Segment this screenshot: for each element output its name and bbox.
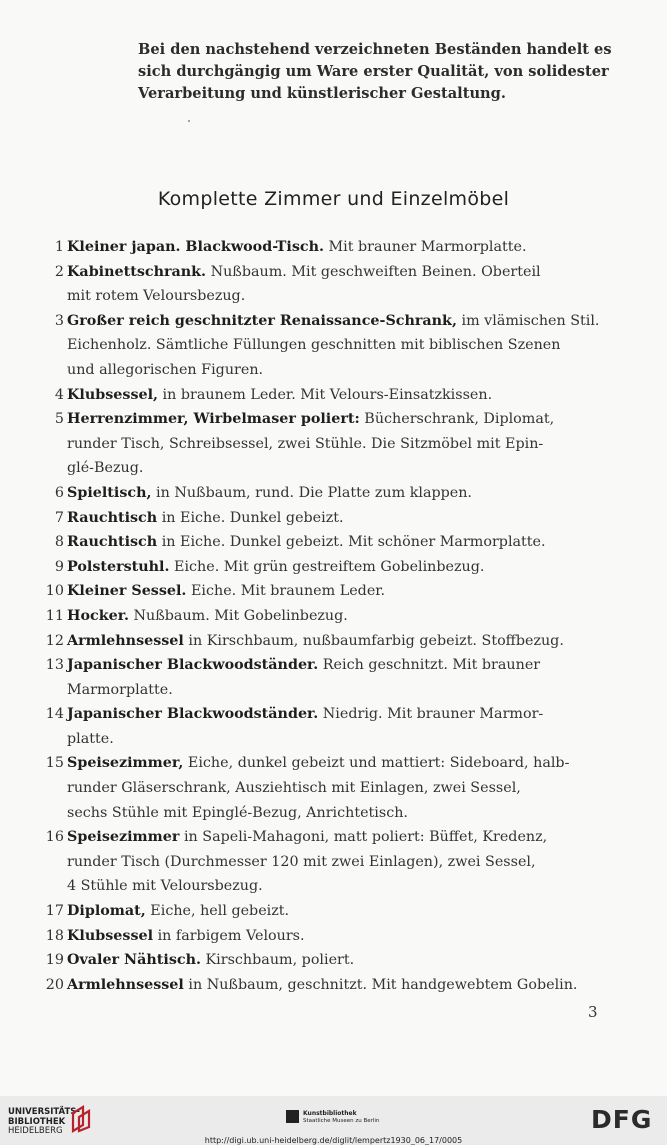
entry-line [67, 948, 600, 973]
catalog-entry [30, 309, 600, 383]
entry-title: Speisezimmer, [67, 755, 184, 772]
intro-line: Verarbeitung und künstlerischer Gestaltung. [138, 85, 506, 102]
catalog-entry [30, 899, 600, 924]
entry-description: im vlämischen Stil. [456, 312, 600, 329]
intro-paragraph [138, 39, 612, 105]
entry-title: Herrenzimmer, Wirbelmaser poliert: [67, 411, 360, 428]
entry-description: Eiche. Mit grün gestreiftem Gobelinbezug. [169, 558, 485, 575]
speck [188, 120, 190, 122]
page-number: 3 [588, 1003, 598, 1021]
entry-description: in Nußbaum, rund. Die Platte zum klappen. [151, 484, 472, 501]
entry-title: Armlehnsessel [67, 976, 184, 993]
entry-line [67, 506, 600, 531]
entry-description: Eiche, hell gebeizt. [145, 903, 290, 920]
entry-line [67, 924, 600, 949]
entry-description: glé-Bezug. [67, 460, 144, 477]
entry-description: runder Gläserschrank, Ausziehtisch mit Einlagen, zwei Sessel, [67, 780, 521, 797]
entry-description: Eichenholz. Sämtliche Füllungen geschnitten mit biblischen Szenen [67, 337, 561, 354]
entry-line [67, 604, 600, 629]
uni-logo-line: HEIDELBERG [8, 1126, 63, 1136]
entry-number: 20 [45, 976, 64, 993]
entry-description: Eiche. Mit braunem Leder. [186, 583, 386, 600]
entry-description: in Sapeli-Mahagoni, matt poliert: Büffet, Kredenz, [179, 829, 548, 846]
dfg-logo[interactable]: DFG [591, 1105, 653, 1134]
entry-title: Klubsessel, [67, 386, 158, 403]
intro-line: Bei den nachstehend verzeichneten Beständen handelt es [138, 41, 612, 58]
entry-line [67, 727, 600, 752]
entry-line [67, 235, 600, 260]
entry-line [67, 456, 600, 481]
catalog-entry [30, 604, 600, 629]
entry-description: in Nußbaum, geschnitzt. Mit handgewebtem Gobelin. [183, 976, 578, 993]
entry-description: Reich geschnitzt. Mit brauner [318, 657, 541, 674]
entry-description: Eiche, dunkel gebeizt und mattiert: Sideboard, halb- [183, 755, 570, 772]
entry-title: Japanischer Blackwoodständer. [67, 706, 319, 723]
entry-title: Armlehnsessel [67, 632, 184, 649]
entry-line [67, 309, 600, 334]
entry-number: 3 [54, 312, 64, 329]
entry-title: Großer reich geschnitzter Renaissance-Schrank, [67, 312, 457, 329]
entry-title: Ovaler Nähtisch. [67, 952, 201, 969]
entry-description: runder Tisch, Schreibsessel, zwei Stühle. Die Sitzmöbel mit Epin- [67, 435, 544, 452]
entry-line [67, 579, 600, 604]
entry-line [67, 899, 600, 924]
entry-number: 8 [54, 534, 64, 551]
entry-title: Klubsessel [67, 927, 154, 944]
entry-line [67, 407, 600, 432]
entry-title: Speisezimmer [67, 829, 180, 846]
entry-title: Kleiner japan. Blackwood-Tisch. [67, 239, 324, 255]
catalog-entry [30, 948, 600, 973]
catalog-entry [30, 481, 600, 506]
entry-description: in farbigem Velours. [153, 927, 305, 944]
catalog-entry [30, 260, 600, 309]
kb-subtitle: Staatliche Museen zu Berlin [303, 1118, 380, 1124]
entry-number: 11 [45, 607, 64, 624]
entry-description: 4 Stühle mit Veloursbezug. [67, 878, 263, 895]
intro-line: sich durchgängig um Ware erster Qualität, von solidester [138, 63, 609, 80]
entry-number: 13 [45, 657, 64, 674]
entry-number: 12 [45, 632, 64, 649]
catalog-entry [30, 973, 600, 998]
uni-emblem-icon [70, 1105, 92, 1133]
uni-logo-line: UNIVERSITÄTS- [8, 1107, 80, 1117]
catalog-entry [30, 825, 600, 899]
entry-title: Diplomat, [67, 903, 146, 920]
entry-line [67, 432, 600, 457]
entry-line [67, 530, 600, 555]
kunstbibliothek-mark-icon [286, 1110, 299, 1123]
entry-title: Kleiner Sessel. [67, 583, 187, 600]
entry-title: Kabinettschrank. [67, 263, 207, 280]
catalog-entry [30, 506, 600, 531]
entry-title: Japanischer Blackwoodständer. [67, 657, 319, 674]
catalog-entry [30, 383, 600, 408]
entry-line [67, 333, 600, 358]
entry-number: 7 [54, 509, 64, 526]
entry-number: 5 [54, 411, 64, 428]
catalog-entry [30, 530, 600, 555]
entry-number: 4 [54, 386, 64, 403]
entry-description: in Eiche. Dunkel gebeizt. [157, 509, 344, 526]
catalog-entry [30, 629, 600, 654]
catalog-entry [30, 924, 600, 949]
entry-description: in Kirschbaum, nußbaumfarbig gebeizt. Stoffbezug. [183, 632, 564, 649]
kb-title: Kunstbibliothek [303, 1110, 357, 1117]
entry-description: in braunem Leder. Mit Velours-Einsatzkissen. [158, 386, 493, 403]
catalog-entry [30, 235, 600, 260]
entry-description: sechs Stühle mit Epinglé-Bezug, Anrichtetisch. [67, 804, 408, 821]
catalog-entry [30, 407, 600, 481]
uni-logo-line: BIBLIOTHEK [8, 1116, 66, 1127]
entry-title: Rauchtisch [67, 509, 158, 526]
entry-description: Niedrig. Mit brauner Marmor- [318, 706, 544, 723]
entry-line [67, 825, 600, 850]
entry-description: in Eiche. Dunkel gebeizt. Mit schöner Marmorplatte. [157, 534, 546, 551]
entry-number: 16 [45, 829, 64, 846]
entry-number: 14 [45, 706, 64, 723]
entry-line [67, 702, 600, 727]
entry-description: Bücherschrank, Diplomat, [359, 411, 555, 428]
entry-line [67, 801, 600, 826]
section-heading: Komplette Zimmer und Einzelmöbel [157, 188, 510, 210]
catalog-entry [30, 555, 600, 580]
entry-number: 9 [54, 558, 64, 575]
entry-number: 6 [54, 484, 64, 501]
entry-line [67, 874, 600, 899]
entry-line [67, 678, 600, 703]
entry-line [67, 850, 600, 875]
entry-number: 10 [45, 583, 64, 600]
entry-description: runder Tisch (Durchmesser 120 mit zwei Einlagen), zwei Sessel, [67, 853, 536, 870]
catalog-entry [30, 702, 600, 751]
entry-description: Nußbaum. Mit geschweiften Beinen. Oberteil [206, 263, 541, 280]
entry-line [67, 284, 600, 309]
entry-line [67, 260, 600, 285]
entry-number: 17 [45, 903, 64, 920]
entry-description: Marmorplatte. [67, 681, 173, 698]
entry-description: Kirschbaum, poliert. [200, 952, 355, 969]
entry-line [67, 751, 600, 776]
entry-title: Rauchtisch [67, 534, 158, 551]
entry-number: 1 [54, 239, 64, 255]
entry-title: Hocker. [67, 607, 129, 624]
entry-description: Mit brauner Marmorplatte. [323, 239, 527, 255]
entry-number: 19 [45, 952, 64, 969]
entry-line [67, 555, 600, 580]
entry-line [67, 358, 600, 383]
entry-number: 2 [54, 263, 64, 280]
entry-line [67, 383, 600, 408]
entry-line [67, 629, 600, 654]
catalog-entry [30, 579, 600, 604]
permalink[interactable]: http://digi.ub.uni-heidelberg.de/diglit/lempertz1930_06_17/0005 [204, 1136, 463, 1145]
entry-number: 15 [45, 755, 64, 772]
catalog-entry [30, 653, 600, 702]
entry-title: Polsterstuhl. [67, 558, 170, 575]
entry-description: und allegorischen Figuren. [67, 361, 264, 378]
entry-line [67, 973, 600, 998]
catalog-entry [30, 751, 600, 825]
entry-line [67, 653, 600, 678]
entry-title: Spieltisch, [67, 484, 152, 501]
entry-line [67, 481, 600, 506]
entry-description: mit rotem Veloursbezug. [67, 288, 246, 305]
entry-description: Nußbaum. Mit Gobelinbezug. [128, 607, 348, 624]
entry-list [30, 235, 600, 997]
entry-description: platte. [67, 730, 114, 747]
entry-number: 18 [45, 927, 64, 944]
entry-line [67, 776, 600, 801]
